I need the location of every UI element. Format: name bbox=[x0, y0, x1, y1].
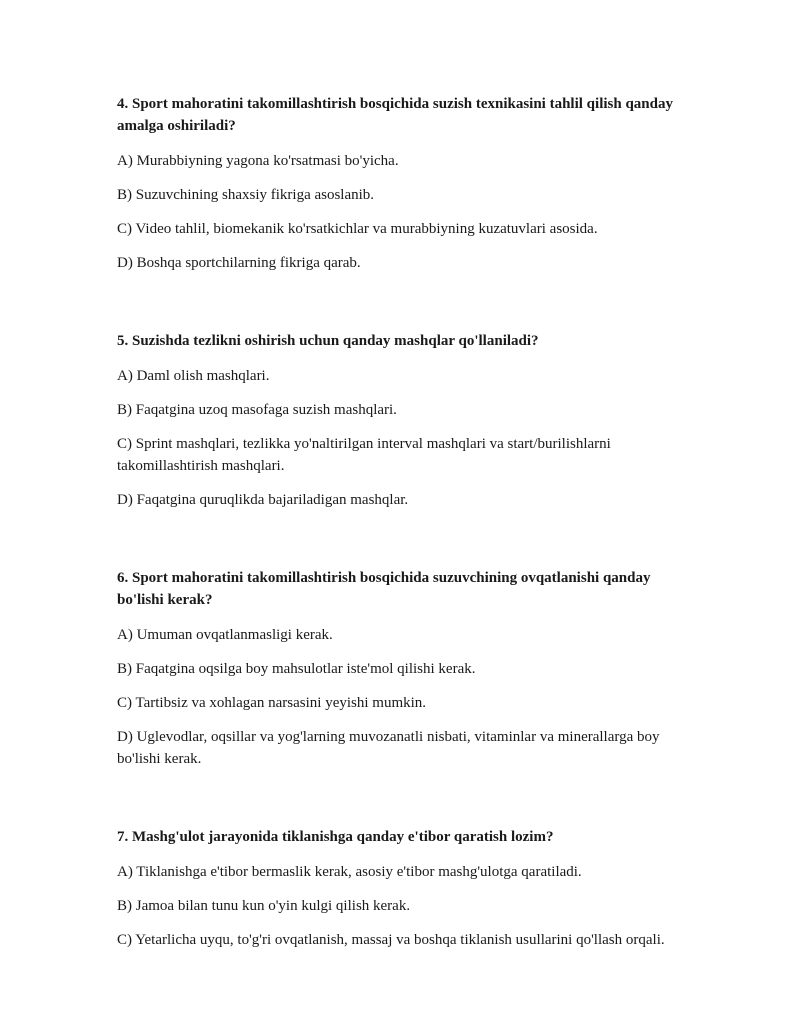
section-spacer bbox=[117, 286, 687, 330]
answer-option: C) Sprint mashqlari, tezlikka yo'naltirilgan interval mashqlari va start/burilishlarni takomillashtirish mashqlari. bbox=[117, 436, 611, 474]
answer-option: B) Suzuvchining shaxsiy fikriga asoslanib. bbox=[117, 187, 375, 203]
question-title: 6. Sport mahoratini takomillashtirish bosqichida suzuvchining ovqatlanishi qanday bo'lishi kerak? bbox=[117, 570, 651, 608]
document-page bbox=[117, 93, 687, 963]
answer-option: C) Tartibsiz va xohlagan narsasini yeyishi mumkin. bbox=[117, 695, 427, 711]
answer-option: A) Murabbiyning yagona ko'rsatmasi bo'yicha. bbox=[117, 153, 399, 169]
answer-option: C) Yetarlicha uyqu, to'g'ri ovqatlanish, massaj va boshqa tiklanish usullarini qo'llash orqali. bbox=[117, 932, 665, 948]
answer-option: B) Faqatgina uzoq masofaga suzish mashqlari. bbox=[117, 402, 397, 418]
question-4 bbox=[117, 93, 687, 274]
question-title: 7. Mashg'ulot jarayonida tiklanishga qanday e'tibor qaratish lozim? bbox=[117, 829, 554, 845]
answer-option: B) Jamoa bilan tunu kun o'yin kulgi qilish kerak. bbox=[117, 898, 411, 914]
answer-option: D) Faqatgina quruqlikda bajariladigan mashqlar. bbox=[117, 492, 409, 508]
question-5 bbox=[117, 330, 687, 511]
section-spacer bbox=[117, 782, 687, 826]
answer-option: B) Faqatgina oqsilga boy mahsulotlar iste'mol qilishi kerak. bbox=[117, 661, 476, 677]
question-title: 5. Suzishda tezlikni oshirish uchun qanday mashqlar qo'llaniladi? bbox=[117, 333, 539, 349]
answer-option: C) Video tahlil, biomekanik ko'rsatkichlar va murabbiyning kuzatuvlari asosida. bbox=[117, 221, 598, 237]
question-7 bbox=[117, 826, 687, 951]
answer-option: A) Daml olish mashqlari. bbox=[117, 368, 270, 384]
answer-option: D) Uglevodlar, oqsillar va yog'larning muvozanatli nisbati, vitaminlar va minerallarga boy bo'lishi kerak. bbox=[117, 729, 660, 767]
answer-option: D) Boshqa sportchilarning fikriga qarab. bbox=[117, 255, 361, 271]
section-spacer bbox=[117, 523, 687, 567]
answer-option: A) Tiklanishga e'tibor bermaslik kerak, asosiy e'tibor mashg'ulotga qaratiladi. bbox=[117, 864, 582, 880]
question-6 bbox=[117, 567, 687, 770]
question-title: 4. Sport mahoratini takomillashtirish bosqichida suzish texnikasini tahlil qilish qanday amalga oshiriladi? bbox=[117, 96, 673, 134]
answer-option: A) Umuman ovqatlanmasligi kerak. bbox=[117, 627, 333, 643]
